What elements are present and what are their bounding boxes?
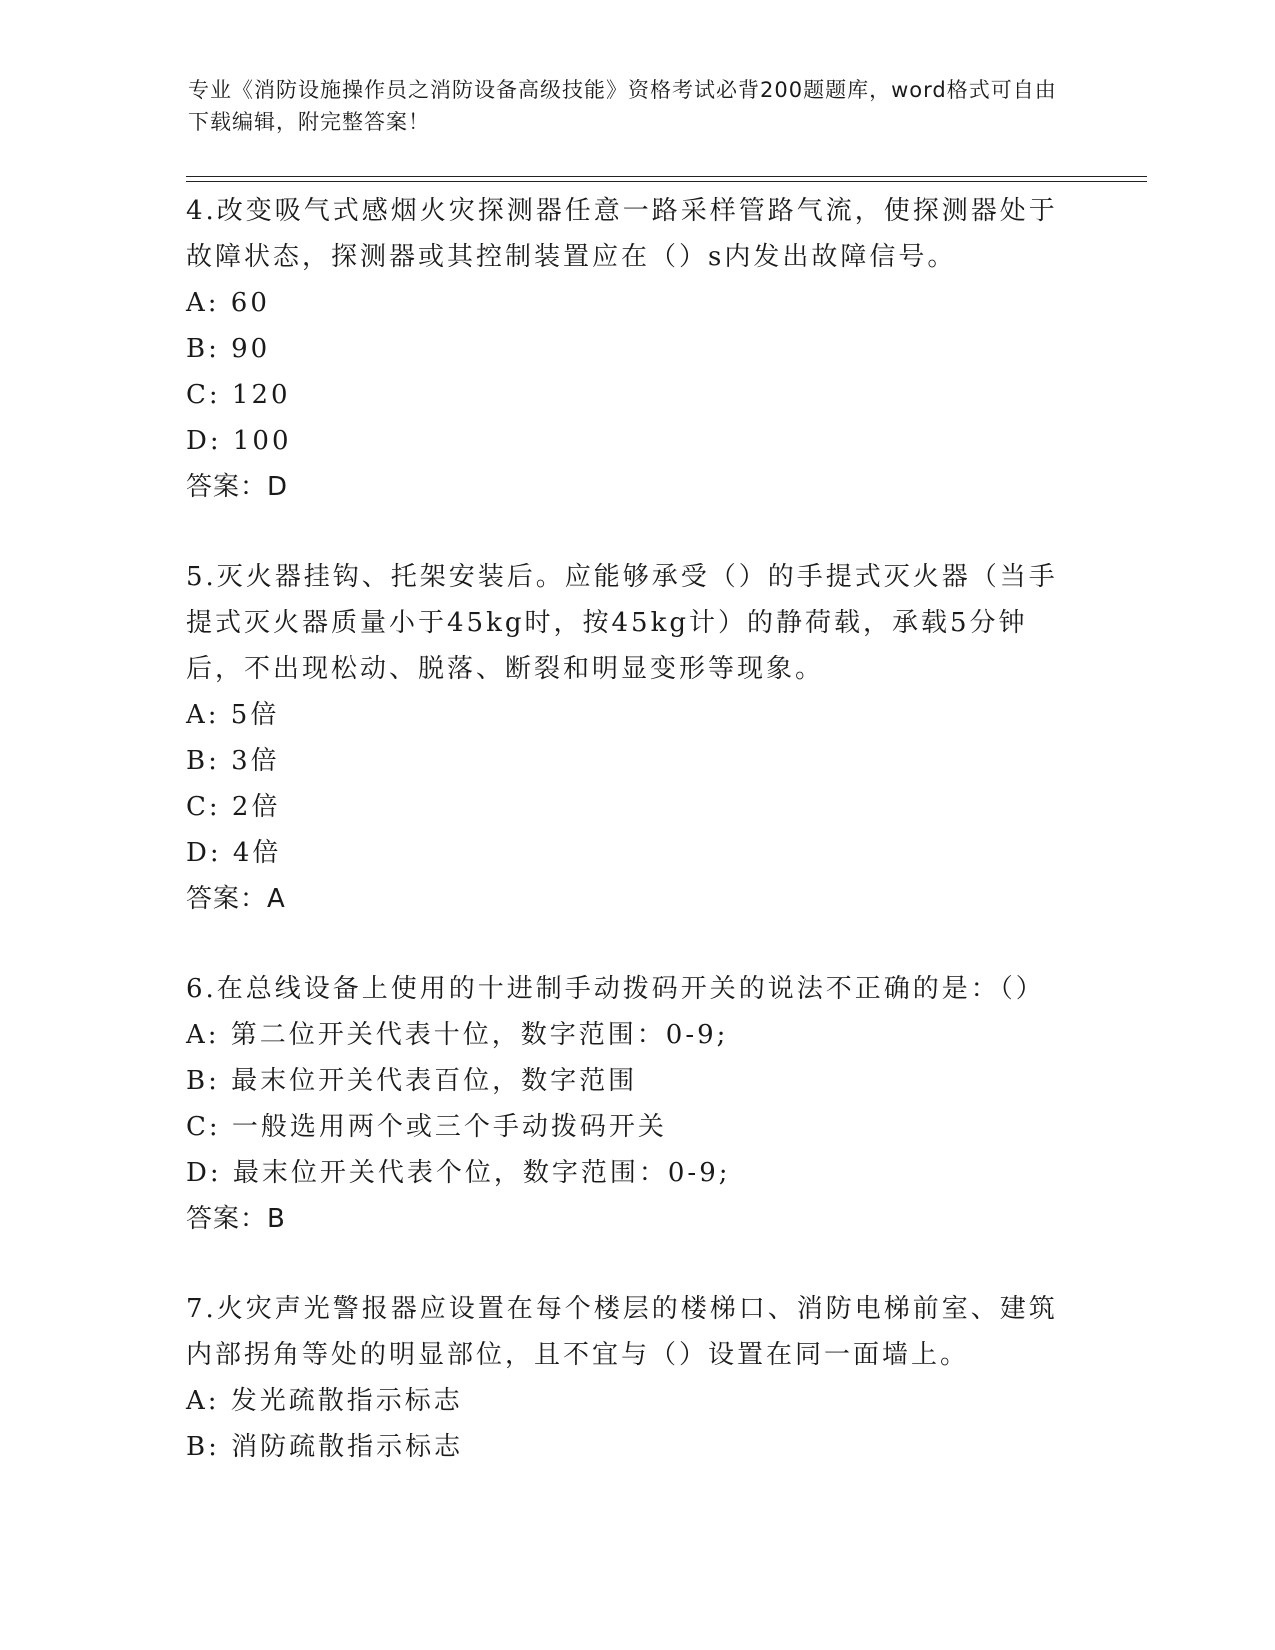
option-b: B: 3倍 [186, 746, 280, 776]
option-b: B: 消防疏散指示标志 [186, 1432, 464, 1462]
option-b: B: 最末位开关代表百位，数字范围 [186, 1066, 638, 1096]
answer-line: 答案：D [186, 472, 289, 502]
question-stem: 4.改变吸气式感烟火灾探测器任意一路采样管路气流，使探测器处于故障状态，探测器或其控制装置应在（）s内发出故障信号。 [186, 196, 1058, 272]
option-c: C: 一般选用两个或三个手动拨码开关 [186, 1112, 667, 1142]
option-a: A: 发光疏散指示标志 [186, 1386, 463, 1416]
question-stem: 7.火灾声光警报器应设置在每个楼层的楼梯口、消防电梯前室、建筑内部拐角等处的明显部位，且不宜与（）设置在同一面墙上。 [186, 1294, 1058, 1370]
document-header: 专业《消防设施操作员之消防设备高级技能》资格考试必背200题题库，word格式可自由下载编辑，附完整答案！ [188, 78, 1057, 134]
question-6 [186, 966, 1066, 1242]
answer-line: 答案：A [186, 884, 286, 914]
option-a: A: 60 [186, 288, 270, 318]
answer-line: 答案：B [186, 1204, 286, 1234]
option-a: A: 第二位开关代表十位，数字范围：0-9; [186, 1020, 729, 1050]
option-d: D: 4倍 [186, 838, 282, 868]
option-b: B: 90 [186, 334, 271, 364]
option-c: C: 120 [186, 380, 291, 410]
option-a: A: 5倍 [186, 700, 280, 730]
header-divider-bottom [186, 181, 1147, 182]
question-stem: 6.在总线设备上使用的十进制手动拨码开关的说法不正确的是：（） [186, 974, 1045, 1004]
question-stem: 5.灭火器挂钩、托架安装后。应能够承受（）的手提式灭火器（当手提式灭火器质量小于45kg时，按45kg计）的静荷载，承载5分钟后，不出现松动、脱落、断裂和明显变形等现象。 [186, 562, 1058, 684]
question-7 [186, 1286, 1066, 1470]
question-4 [186, 188, 1066, 510]
option-d: D: 100 [186, 426, 292, 456]
option-d: D: 最末位开关代表个位，数字范围：0-9; [186, 1158, 731, 1188]
header-divider-top [186, 176, 1147, 177]
question-5 [186, 554, 1066, 922]
question-list [186, 188, 1066, 1514]
option-c: C: 2倍 [186, 792, 281, 822]
